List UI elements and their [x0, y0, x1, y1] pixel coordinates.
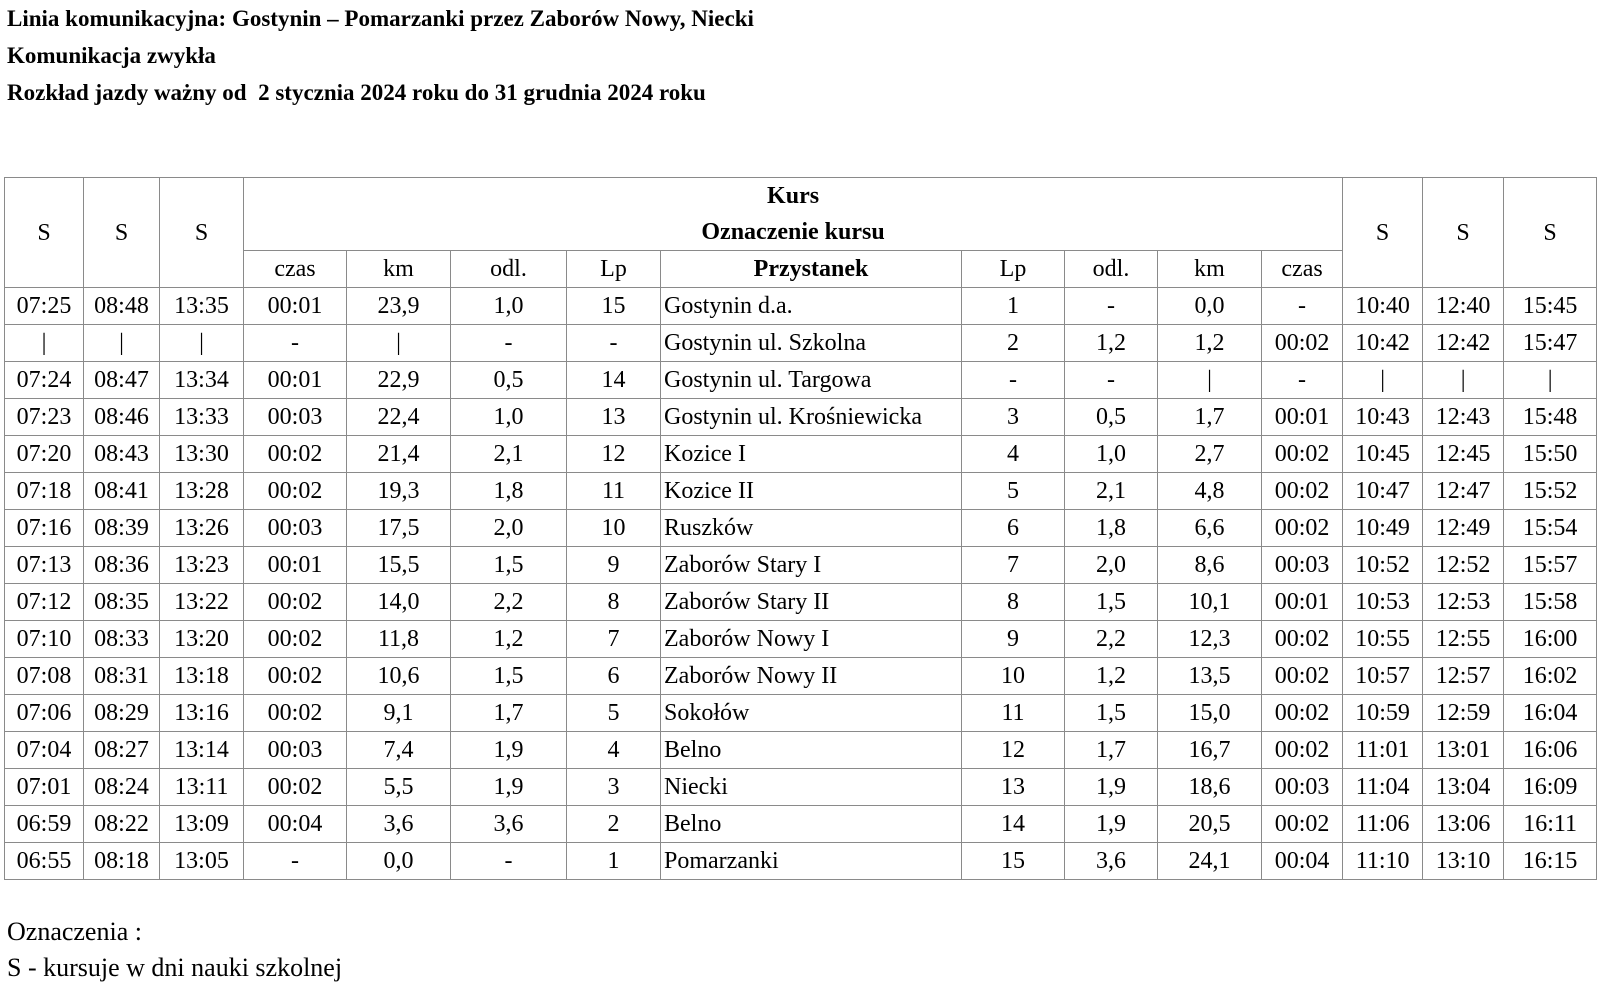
- km-left: 9,1: [347, 695, 451, 732]
- czas-left: 00:01: [244, 288, 347, 325]
- km-left: |: [347, 325, 451, 362]
- table-row: [5, 473, 1597, 510]
- lp-left: 9: [567, 547, 661, 584]
- departure-s3-left: 13:14: [160, 732, 244, 769]
- odl-right: 1,9: [1065, 806, 1158, 843]
- departure-s3-left: 13:16: [160, 695, 244, 732]
- lp-left: 2: [567, 806, 661, 843]
- czas-right: -: [1262, 362, 1343, 399]
- stop-name: Gostynin ul. Targowa: [661, 362, 962, 399]
- km-right: 2,7: [1158, 436, 1262, 473]
- czas-left: 00:03: [244, 399, 347, 436]
- km-right: 8,6: [1158, 547, 1262, 584]
- km-right: 12,3: [1158, 621, 1262, 658]
- header-row-top: [5, 178, 1597, 251]
- departure-s2-right: 12:40: [1423, 288, 1504, 325]
- odl-left: 1,9: [451, 732, 567, 769]
- km-left: 3,6: [347, 806, 451, 843]
- departure-s3-right: 16:02: [1504, 658, 1597, 695]
- table-row: [5, 547, 1597, 584]
- departure-s3-left: 13:35: [160, 288, 244, 325]
- kurs-header: [244, 178, 1343, 251]
- odl-left: 2,0: [451, 510, 567, 547]
- lp-left: 14: [567, 362, 661, 399]
- departure-s3-right: 15:52: [1504, 473, 1597, 510]
- departure-s1-left: |: [5, 325, 84, 362]
- departure-s3-left: 13:30: [160, 436, 244, 473]
- lp-left: 11: [567, 473, 661, 510]
- odl-right: 2,2: [1065, 621, 1158, 658]
- czas-right: 00:04: [1262, 843, 1343, 880]
- departure-s2-left: 08:24: [84, 769, 160, 806]
- departure-s1-right: 10:40: [1343, 288, 1423, 325]
- stop-name: Sokołów: [661, 695, 962, 732]
- lp-left: 5: [567, 695, 661, 732]
- lp-right: 5: [962, 473, 1065, 510]
- odl-left: 1,5: [451, 658, 567, 695]
- czas-right: 00:02: [1262, 695, 1343, 732]
- czas-right: 00:02: [1262, 473, 1343, 510]
- stop-name: Gostynin d.a.: [661, 288, 962, 325]
- table-row: [5, 806, 1597, 843]
- table-row: [5, 510, 1597, 547]
- table-row: [5, 436, 1597, 473]
- table-row: [5, 843, 1597, 880]
- km-left: 7,4: [347, 732, 451, 769]
- course-mark-left-1: S: [5, 178, 84, 288]
- departure-s3-right: 16:11: [1504, 806, 1597, 843]
- departure-s3-left: 13:33: [160, 399, 244, 436]
- lp-right: -: [962, 362, 1065, 399]
- lp-right: 6: [962, 510, 1065, 547]
- table-row: [5, 362, 1597, 399]
- departure-s2-left: 08:46: [84, 399, 160, 436]
- lp-left: 10: [567, 510, 661, 547]
- lp-left: 1: [567, 843, 661, 880]
- departure-s1-left: 06:59: [5, 806, 84, 843]
- odl-right: 1,9: [1065, 769, 1158, 806]
- czas-right: 00:01: [1262, 584, 1343, 621]
- departure-s2-left: 08:29: [84, 695, 160, 732]
- departure-s2-left: 08:48: [84, 288, 160, 325]
- departure-s3-left: 13:28: [160, 473, 244, 510]
- odl-right: 1,5: [1065, 584, 1158, 621]
- legend: [7, 914, 342, 986]
- czas-right: 00:02: [1262, 806, 1343, 843]
- departure-s1-left: 07:10: [5, 621, 84, 658]
- departure-s2-right: 12:45: [1423, 436, 1504, 473]
- departure-s2-right: 12:52: [1423, 547, 1504, 584]
- stop-name: Zaborów Stary I: [661, 547, 962, 584]
- departure-s2-left: 08:47: [84, 362, 160, 399]
- departure-s1-left: 07:04: [5, 732, 84, 769]
- departure-s3-left: 13:11: [160, 769, 244, 806]
- departure-s2-left: 08:43: [84, 436, 160, 473]
- departure-s1-right: 10:43: [1343, 399, 1423, 436]
- departure-s2-right: 13:10: [1423, 843, 1504, 880]
- col-header-stop: Przystanek: [661, 251, 962, 288]
- departure-s1-left: 07:08: [5, 658, 84, 695]
- departure-s2-right: 13:04: [1423, 769, 1504, 806]
- col-header-km-left: km: [347, 251, 451, 288]
- departure-s2-right: |: [1423, 362, 1504, 399]
- departure-s1-left: 07:12: [5, 584, 84, 621]
- czas-left: 00:02: [244, 769, 347, 806]
- departure-s2-right: 12:47: [1423, 473, 1504, 510]
- departure-s3-left: 13:20: [160, 621, 244, 658]
- table-row: [5, 695, 1597, 732]
- odl-right: 1,2: [1065, 325, 1158, 362]
- departure-s3-left: 13:22: [160, 584, 244, 621]
- czas-left: 00:01: [244, 362, 347, 399]
- departure-s3-right: 16:04: [1504, 695, 1597, 732]
- lp-right: 4: [962, 436, 1065, 473]
- departure-s2-left: 08:22: [84, 806, 160, 843]
- odl-right: 0,5: [1065, 399, 1158, 436]
- czas-right: 00:02: [1262, 436, 1343, 473]
- km-left: 10,6: [347, 658, 451, 695]
- km-left: 23,9: [347, 288, 451, 325]
- departure-s1-left: 06:55: [5, 843, 84, 880]
- departure-s3-right: 16:06: [1504, 732, 1597, 769]
- course-mark-right-1: S: [1343, 178, 1423, 288]
- lp-right: 9: [962, 621, 1065, 658]
- departure-s2-left: 08:41: [84, 473, 160, 510]
- lp-left: 7: [567, 621, 661, 658]
- odl-left: 1,0: [451, 399, 567, 436]
- czas-right: 00:02: [1262, 658, 1343, 695]
- departure-s2-right: 12:53: [1423, 584, 1504, 621]
- odl-left: -: [451, 325, 567, 362]
- validity-period: Rozkład jazdy ważny od 2 stycznia 2024 roku do 31 grudnia 2024 roku: [7, 80, 706, 105]
- lp-left: -: [567, 325, 661, 362]
- stop-name: Pomarzanki: [661, 843, 962, 880]
- km-left: 22,4: [347, 399, 451, 436]
- departure-s3-right: 15:48: [1504, 399, 1597, 436]
- czas-right: 00:02: [1262, 325, 1343, 362]
- km-left: 19,3: [347, 473, 451, 510]
- km-left: 21,4: [347, 436, 451, 473]
- table-row: [5, 658, 1597, 695]
- lp-right: 2: [962, 325, 1065, 362]
- km-right: 15,0: [1158, 695, 1262, 732]
- departure-s2-left: 08:27: [84, 732, 160, 769]
- czas-left: 00:02: [244, 584, 347, 621]
- odl-right: 2,1: [1065, 473, 1158, 510]
- km-right: 4,8: [1158, 473, 1262, 510]
- km-right: 16,7: [1158, 732, 1262, 769]
- km-right: 0,0: [1158, 288, 1262, 325]
- odl-left: 1,5: [451, 547, 567, 584]
- departure-s2-right: 12:59: [1423, 695, 1504, 732]
- lp-right: 3: [962, 399, 1065, 436]
- stop-name: Zaborów Stary II: [661, 584, 962, 621]
- km-right: 24,1: [1158, 843, 1262, 880]
- departure-s2-left: 08:36: [84, 547, 160, 584]
- departure-s3-left: 13:23: [160, 547, 244, 584]
- departure-s1-right: 10:59: [1343, 695, 1423, 732]
- departure-s3-left: 13:09: [160, 806, 244, 843]
- stop-name: Ruszków: [661, 510, 962, 547]
- departure-s2-right: 12:55: [1423, 621, 1504, 658]
- lp-right: 1: [962, 288, 1065, 325]
- stop-name: Zaborów Nowy I: [661, 621, 962, 658]
- departure-s1-right: 10:47: [1343, 473, 1423, 510]
- km-left: 22,9: [347, 362, 451, 399]
- odl-left: 2,2: [451, 584, 567, 621]
- departure-s3-right: |: [1504, 362, 1597, 399]
- departure-s2-left: 08:33: [84, 621, 160, 658]
- lp-right: 14: [962, 806, 1065, 843]
- course-mark-right-2: S: [1423, 178, 1504, 288]
- odl-left: 3,6: [451, 806, 567, 843]
- km-right: 10,1: [1158, 584, 1262, 621]
- stop-name: Gostynin ul. Krośniewicka: [661, 399, 962, 436]
- col-header-odl-left: odl.: [451, 251, 567, 288]
- timetable-body: [5, 288, 1597, 880]
- departure-s3-right: 16:00: [1504, 621, 1597, 658]
- km-right: 1,2: [1158, 325, 1262, 362]
- departure-s3-right: 16:09: [1504, 769, 1597, 806]
- czas-left: -: [244, 843, 347, 880]
- km-left: 5,5: [347, 769, 451, 806]
- km-left: 0,0: [347, 843, 451, 880]
- col-header-odl-right: odl.: [1065, 251, 1158, 288]
- lp-right: 13: [962, 769, 1065, 806]
- departure-s1-right: 11:06: [1343, 806, 1423, 843]
- stop-name: Belno: [661, 732, 962, 769]
- departure-s1-right: |: [1343, 362, 1423, 399]
- course-mark-left-3: S: [160, 178, 244, 288]
- timetable: [4, 177, 1597, 880]
- czas-left: 00:02: [244, 473, 347, 510]
- table-row: [5, 288, 1597, 325]
- odl-right: 1,5: [1065, 695, 1158, 732]
- kurs-title: Kurs: [767, 183, 820, 209]
- departure-s1-right: 10:57: [1343, 658, 1423, 695]
- departure-s1-right: 10:52: [1343, 547, 1423, 584]
- departure-s1-right: 10:42: [1343, 325, 1423, 362]
- odl-left: 1,7: [451, 695, 567, 732]
- km-left: 14,0: [347, 584, 451, 621]
- czas-right: 00:03: [1262, 547, 1343, 584]
- departure-s1-left: 07:18: [5, 473, 84, 510]
- departure-s3-left: 13:26: [160, 510, 244, 547]
- odl-left: 1,2: [451, 621, 567, 658]
- lp-right: 8: [962, 584, 1065, 621]
- col-header-czas-right: czas: [1262, 251, 1343, 288]
- departure-s2-right: 12:42: [1423, 325, 1504, 362]
- departure-s2-right: 12:43: [1423, 399, 1504, 436]
- col-header-czas-left: czas: [244, 251, 347, 288]
- lp-left: 6: [567, 658, 661, 695]
- departure-s3-right: 16:15: [1504, 843, 1597, 880]
- departure-s1-left: 07:23: [5, 399, 84, 436]
- departure-s3-right: 15:50: [1504, 436, 1597, 473]
- col-header-km-right: km: [1158, 251, 1262, 288]
- czas-left: 00:04: [244, 806, 347, 843]
- table-row: [5, 732, 1597, 769]
- lp-left: 12: [567, 436, 661, 473]
- departure-s2-right: 12:57: [1423, 658, 1504, 695]
- col-header-lp-right: Lp: [962, 251, 1065, 288]
- czas-left: 00:02: [244, 436, 347, 473]
- departure-s3-right: 15:45: [1504, 288, 1597, 325]
- czas-right: 00:02: [1262, 732, 1343, 769]
- course-mark-left-2: S: [84, 178, 160, 288]
- lp-left: 15: [567, 288, 661, 325]
- odl-left: 0,5: [451, 362, 567, 399]
- stop-name: Zaborów Nowy II: [661, 658, 962, 695]
- departure-s2-left: 08:39: [84, 510, 160, 547]
- departure-s2-left: |: [84, 325, 160, 362]
- departure-s2-left: 08:35: [84, 584, 160, 621]
- course-mark-right-3: S: [1504, 178, 1597, 288]
- departure-s3-left: |: [160, 325, 244, 362]
- lp-right: 15: [962, 843, 1065, 880]
- departure-s1-right: 11:01: [1343, 732, 1423, 769]
- lp-left: 4: [567, 732, 661, 769]
- departure-s3-right: 15:47: [1504, 325, 1597, 362]
- km-right: 18,6: [1158, 769, 1262, 806]
- odl-left: 1,9: [451, 769, 567, 806]
- stop-name: Kozice II: [661, 473, 962, 510]
- departure-s1-right: 10:53: [1343, 584, 1423, 621]
- departure-s2-left: 08:18: [84, 843, 160, 880]
- lp-left: 13: [567, 399, 661, 436]
- km-right: 6,6: [1158, 510, 1262, 547]
- table-row: [5, 399, 1597, 436]
- stop-name: Gostynin ul. Szkolna: [661, 325, 962, 362]
- czas-left: 00:02: [244, 621, 347, 658]
- col-header-lp-left: Lp: [567, 251, 661, 288]
- lp-left: 8: [567, 584, 661, 621]
- departure-s3-left: 13:34: [160, 362, 244, 399]
- departure-s1-right: 11:04: [1343, 769, 1423, 806]
- departure-s1-left: 07:01: [5, 769, 84, 806]
- km-right: 20,5: [1158, 806, 1262, 843]
- lp-right: 7: [962, 547, 1065, 584]
- document-header: [7, 0, 754, 111]
- legend-title: Oznaczenia :: [7, 917, 142, 946]
- departure-s1-left: 07:13: [5, 547, 84, 584]
- line-title: Linia komunikacyjna: Gostynin – Pomarzanki przez Zaborów Nowy, Niecki: [7, 6, 754, 31]
- stop-name: Niecki: [661, 769, 962, 806]
- km-right: 1,7: [1158, 399, 1262, 436]
- departure-s1-right: 10:49: [1343, 510, 1423, 547]
- legend-item: S - kursuje w dni nauki szkolnej: [7, 953, 343, 982]
- departure-s3-right: 15:54: [1504, 510, 1597, 547]
- lp-right: 11: [962, 695, 1065, 732]
- czas-right: 00:01: [1262, 399, 1343, 436]
- odl-left: 1,8: [451, 473, 567, 510]
- departure-s1-left: 07:06: [5, 695, 84, 732]
- km-right: |: [1158, 362, 1262, 399]
- czas-right: -: [1262, 288, 1343, 325]
- service-type: Komunikacja zwykła: [7, 43, 216, 68]
- departure-s3-right: 15:57: [1504, 547, 1597, 584]
- departure-s3-left: 13:05: [160, 843, 244, 880]
- departure-s2-right: 13:06: [1423, 806, 1504, 843]
- departure-s2-right: 13:01: [1423, 732, 1504, 769]
- czas-left: 00:03: [244, 510, 347, 547]
- table-row: [5, 621, 1597, 658]
- departure-s1-left: 07:20: [5, 436, 84, 473]
- departure-s2-left: 08:31: [84, 658, 160, 695]
- czas-right: 00:03: [1262, 769, 1343, 806]
- stop-name: Kozice I: [661, 436, 962, 473]
- departure-s1-right: 11:10: [1343, 843, 1423, 880]
- czas-right: 00:02: [1262, 510, 1343, 547]
- odl-right: -: [1065, 288, 1158, 325]
- odl-right: 1,7: [1065, 732, 1158, 769]
- departure-s2-right: 12:49: [1423, 510, 1504, 547]
- table-row: [5, 769, 1597, 806]
- departure-s1-left: 07:25: [5, 288, 84, 325]
- km-left: 15,5: [347, 547, 451, 584]
- odl-left: 1,0: [451, 288, 567, 325]
- kurs-subtitle: Oznaczenie kursu: [701, 219, 885, 245]
- km-right: 13,5: [1158, 658, 1262, 695]
- odl-right: 3,6: [1065, 843, 1158, 880]
- odl-left: 2,1: [451, 436, 567, 473]
- departure-s3-right: 15:58: [1504, 584, 1597, 621]
- odl-right: 2,0: [1065, 547, 1158, 584]
- czas-left: -: [244, 325, 347, 362]
- departure-s1-right: 10:45: [1343, 436, 1423, 473]
- km-left: 17,5: [347, 510, 451, 547]
- odl-right: 1,0: [1065, 436, 1158, 473]
- odl-right: 1,8: [1065, 510, 1158, 547]
- lp-right: 10: [962, 658, 1065, 695]
- departure-s1-left: 07:16: [5, 510, 84, 547]
- czas-left: 00:03: [244, 732, 347, 769]
- km-left: 11,8: [347, 621, 451, 658]
- odl-right: 1,2: [1065, 658, 1158, 695]
- czas-left: 00:02: [244, 658, 347, 695]
- departure-s3-left: 13:18: [160, 658, 244, 695]
- stop-name: Belno: [661, 806, 962, 843]
- czas-right: 00:02: [1262, 621, 1343, 658]
- lp-right: 12: [962, 732, 1065, 769]
- table-row: [5, 584, 1597, 621]
- odl-right: -: [1065, 362, 1158, 399]
- table-row: [5, 325, 1597, 362]
- departure-s1-left: 07:24: [5, 362, 84, 399]
- lp-left: 3: [567, 769, 661, 806]
- departure-s1-right: 10:55: [1343, 621, 1423, 658]
- czas-left: 00:01: [244, 547, 347, 584]
- czas-left: 00:02: [244, 695, 347, 732]
- odl-left: -: [451, 843, 567, 880]
